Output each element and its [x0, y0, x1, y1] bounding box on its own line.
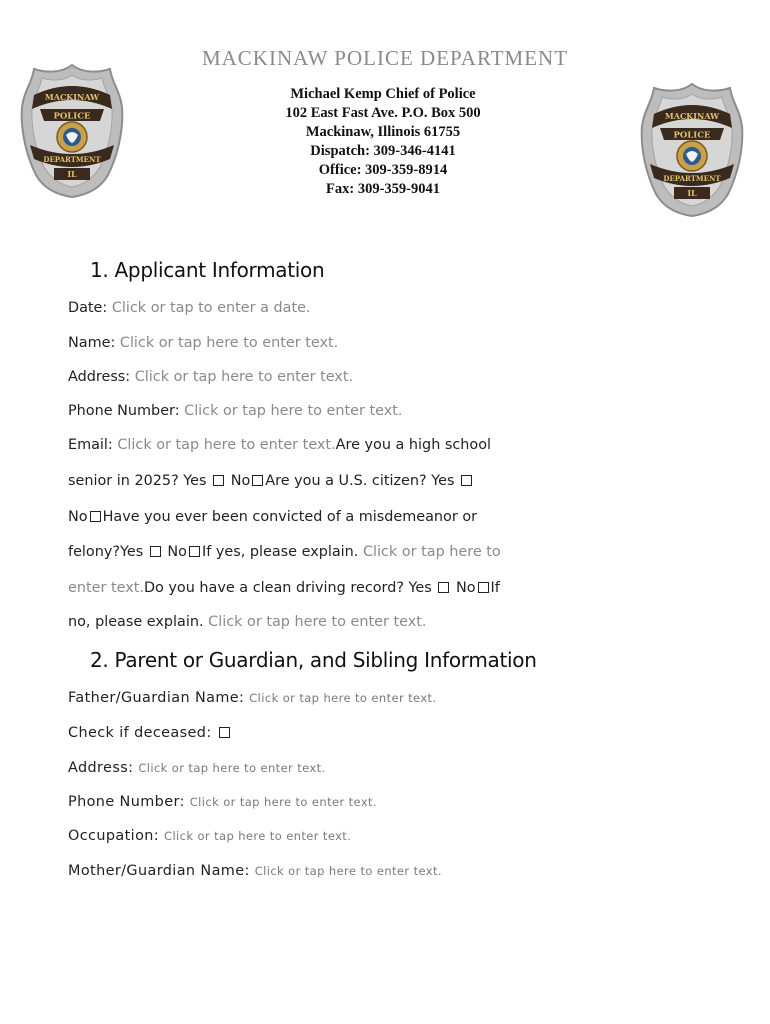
police-badge-left — [20, 63, 124, 199]
address-input[interactable]: Click or tap here to enter text. — [134, 369, 354, 385]
conviction-no-label: No — [167, 544, 187, 560]
occupation-row — [68, 828, 351, 844]
citizen-question: Are you a U.S. citizen? — [265, 473, 427, 489]
badge-bottom-text: DEPARTMENT — [43, 155, 101, 164]
parent-phone-row — [68, 794, 377, 810]
date-input[interactable]: Click or tap to enter a date. — [111, 300, 311, 316]
senior-yes-checkbox[interactable] — [213, 475, 224, 486]
badge-bottom-text: DEPARTMENT — [663, 174, 721, 183]
name-input[interactable]: Click or tap here to enter text. — [119, 335, 339, 351]
conviction-no-checkbox[interactable] — [189, 546, 200, 557]
driving-explain-label: If — [490, 580, 500, 596]
department-title: MACKINAW POLICE DEPARTMENT — [201, 46, 569, 70]
mother-input[interactable]: Click or tap here to enter text. — [254, 864, 442, 878]
parent-address-label: Address: — [68, 760, 134, 776]
email-input[interactable]: Click or tap here to enter text. — [117, 437, 336, 453]
badge-middle-text: POLICE — [53, 111, 91, 122]
father-row — [68, 690, 437, 706]
chief-name: Michael Kemp Chief of Police — [290, 86, 476, 102]
senior-question-cont: senior in 2025? Yes — [68, 473, 207, 489]
phone-label: Phone Number: — [68, 403, 180, 419]
badge-middle-text: POLICE — [673, 130, 711, 141]
contact-block — [200, 85, 566, 199]
conviction-explain-input[interactable]: Click or tap here to — [362, 544, 501, 560]
driving-no-label: No — [455, 580, 476, 596]
badge-state-text: IL — [687, 188, 697, 198]
city-state-zip: Mackinaw, Illinois 61755 — [305, 124, 461, 140]
conviction-explain-input-cont[interactable]: enter text. — [68, 580, 144, 596]
driving-explain-input[interactable]: Click or tap here to enter text. — [208, 614, 427, 630]
conviction-explain-label: If yes, please explain. — [201, 544, 359, 560]
felony-question: felony?Yes — [68, 544, 144, 560]
senior-question: Are you a high school — [335, 437, 492, 453]
felony-row — [68, 544, 501, 560]
parent-phone-label: Phone Number: — [68, 794, 185, 810]
name-label: Name: — [68, 335, 116, 351]
driving-row — [68, 580, 500, 596]
dispatch-phone: Dispatch: 309-346-4141 — [310, 143, 456, 159]
parent-address-row — [68, 760, 326, 776]
citizen-conviction-row — [68, 509, 477, 525]
deceased-row — [68, 725, 232, 741]
driving-explain-label-cont: no, please explain. — [68, 614, 204, 630]
senior-no-label: No — [230, 473, 251, 489]
date-row — [68, 300, 311, 316]
mother-label: Mother/Guardian Name: — [68, 863, 250, 879]
citizen-no-checkbox[interactable] — [90, 511, 101, 522]
conviction-question: Have you ever been convicted of a misdemeanor or — [102, 509, 478, 525]
badge-state-text: IL — [67, 169, 77, 179]
section-heading-parent: 2. Parent or Guardian, and Sibling Information — [90, 648, 537, 672]
section-heading-applicant: 1. Applicant Information — [90, 258, 325, 282]
deceased-label: Check if deceased: — [68, 725, 212, 741]
mother-row — [68, 863, 442, 879]
occupation-label: Occupation: — [68, 828, 160, 844]
badge-top-text: MACKINAW — [664, 111, 720, 121]
parent-address-input[interactable]: Click or tap here to enter text. — [138, 761, 326, 775]
address-row — [68, 369, 353, 385]
phone-input[interactable]: Click or tap here to enter text. — [184, 403, 403, 419]
conviction-yes-checkbox[interactable] — [150, 546, 161, 557]
name-row — [68, 335, 338, 351]
citizen-yes-label: Yes — [431, 473, 455, 489]
phone-row — [68, 403, 402, 419]
father-label: Father/Guardian Name: — [68, 690, 245, 706]
date-label: Date: — [68, 300, 108, 316]
driving-explain-row — [68, 614, 426, 630]
parent-phone-input[interactable]: Click or tap here to enter text. — [189, 795, 377, 809]
police-badge-right — [640, 82, 744, 218]
street-address: 102 East Fast Ave. P.O. Box 500 — [285, 105, 481, 121]
deceased-checkbox[interactable] — [219, 727, 230, 738]
address-label: Address: — [68, 369, 131, 385]
driving-yes-checkbox[interactable] — [438, 582, 449, 593]
email-label: Email: — [68, 437, 113, 453]
driving-no-checkbox[interactable] — [478, 582, 489, 593]
badge-top-text: MACKINAW — [44, 92, 100, 102]
driving-question: Do you have a clean driving record? Yes — [143, 580, 432, 596]
father-input[interactable]: Click or tap here to enter text. — [249, 691, 437, 705]
office-phone: Office: 309-359-8914 — [318, 162, 448, 178]
citizen-yes-checkbox[interactable] — [461, 475, 472, 486]
citizen-no-label: No — [68, 509, 88, 525]
senior-citizen-row — [68, 473, 474, 489]
email-row — [68, 437, 491, 453]
senior-no-checkbox[interactable] — [252, 475, 263, 486]
fax-number: Fax: 309-359-9041 — [326, 181, 440, 197]
occupation-input[interactable]: Click or tap here to enter text. — [164, 829, 352, 843]
